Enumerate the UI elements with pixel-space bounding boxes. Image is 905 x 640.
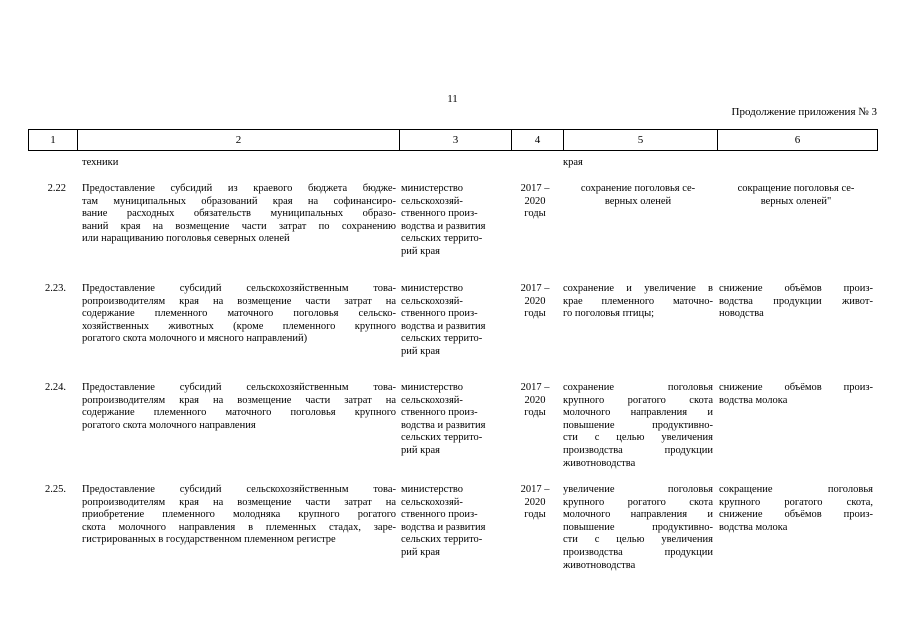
executor-line: сельских террито-	[401, 432, 483, 444]
indicator-impact	[719, 382, 873, 407]
expected-result-line: производства продукции	[563, 444, 713, 456]
executor	[401, 183, 507, 259]
executor-line: ственного произ-	[401, 407, 478, 419]
indicator-impact-line: снижение объёмов произ-	[719, 382, 873, 393]
term-line: 2017 –	[520, 283, 550, 294]
carry-name: техники	[82, 157, 119, 168]
expected-result-line: производства продукции	[563, 546, 713, 558]
measure-name-line: хозяйственных животных (кроме племенного крупного	[82, 320, 396, 332]
measure-name-line: вание расходных обязательств муниципальных образо-	[82, 208, 396, 220]
table-header	[28, 129, 878, 151]
executor-line: водства и развития	[401, 320, 486, 332]
expected-result	[563, 283, 713, 321]
executor-line: водства и развития	[401, 419, 486, 431]
indicator-impact-line: водства молока	[719, 521, 788, 533]
measure-name-line: ропроизводителям края на возмещение части затрат на	[82, 394, 396, 406]
term-line: годы	[524, 407, 546, 419]
indicator-impact	[719, 484, 873, 534]
term	[511, 382, 559, 420]
appendix-label: Продолжение приложения № 3	[731, 106, 877, 118]
term-line: 2017 –	[520, 183, 550, 194]
measure-name-line: рогатого скота молочного направления	[82, 419, 256, 431]
executor-line: сельскохозяй-	[401, 195, 463, 207]
term-line: годы	[524, 208, 546, 220]
expected-result-line: животноводства	[563, 457, 636, 469]
row-number: 2.25.	[45, 484, 66, 495]
indicator-impact-line: крупного рогатого скота,	[719, 496, 873, 508]
row-number: 2.24.	[45, 382, 66, 393]
indicator-impact-line: водства молока	[719, 394, 788, 406]
measure-name-line: Предоставление субсидий сельскохозяйственным това-	[82, 283, 396, 294]
measure-name-line: гистрированных в государственном племенном регистре	[82, 534, 336, 546]
measure-name	[82, 183, 396, 246]
executor-line: министерство	[401, 283, 464, 294]
measure-name-line: Предоставление субсидий сельскохозяйственным това-	[82, 382, 396, 393]
indicator-impact-line: сокращение поголовья	[719, 484, 873, 495]
indicator-impact-line: сокращение поголовья се-	[737, 183, 855, 194]
indicator-impact-line: новодства	[719, 308, 764, 320]
executor-line: сельских террито-	[401, 333, 483, 345]
executor-line: ственного произ-	[401, 308, 478, 320]
page-number: 11	[447, 93, 458, 105]
executor	[401, 484, 507, 560]
expected-result-line: сохранение и увеличение в	[563, 283, 713, 294]
executor-line: сельскохозяй-	[401, 394, 463, 406]
expected-result-line: молочного направления и	[563, 407, 713, 419]
expected-result-line: сохранение поголовья	[563, 382, 713, 393]
expected-result	[563, 382, 713, 470]
indicator-impact	[719, 183, 873, 208]
measure-name-line: рогатого скота молочного и мясного направлений)	[82, 333, 308, 345]
expected-result-line: крупного рогатого скота	[563, 394, 713, 406]
expected-result-line: молочного направления и	[563, 509, 713, 521]
expected-result-line: увеличение поголовья	[563, 484, 713, 495]
expected-result-line: верных оленей	[604, 195, 672, 207]
expected-result-line: го поголовья птицы;	[563, 308, 655, 320]
executor-line: ственного произ-	[401, 509, 478, 521]
term-line: 2017 –	[520, 382, 550, 393]
executor-line: рий края	[401, 345, 440, 357]
measure-name-line: ваний края на возмещение части затрат по сохранению	[82, 220, 396, 232]
term-line: 2020	[524, 195, 546, 207]
executor-line: сельских террито-	[401, 534, 483, 546]
expected-result-line: животноводства	[563, 559, 636, 571]
column-header-5: 5	[563, 130, 717, 150]
executor-line: водства и развития	[401, 220, 486, 232]
indicator-impact-line: верных оленей"	[760, 195, 832, 207]
expected-result-line: крупного рогатого скота	[563, 496, 713, 508]
executor	[401, 382, 507, 458]
term-line: 2020	[524, 295, 546, 307]
row-number: 2.23.	[45, 283, 66, 294]
executor-line: сельскохозяй-	[401, 295, 463, 307]
measure-name	[82, 484, 396, 547]
expected-result-line: повышение продуктивно-	[563, 521, 713, 533]
measure-name-line: скота молочного направления в племенных стадах, заре-	[82, 521, 396, 533]
term	[511, 283, 559, 321]
measure-name	[82, 283, 396, 346]
executor	[401, 283, 507, 359]
carry-result: края	[563, 157, 583, 168]
measure-name-line: там муниципальных образований края на софинансиро-	[82, 195, 396, 207]
expected-result-line: сти с целью увеличения	[563, 534, 713, 546]
term-line: 2020	[524, 496, 546, 508]
expected-result-line: сохранение поголовья се-	[580, 183, 696, 194]
measure-name-line: ропроизводителям края на возмещение части затрат на	[82, 295, 396, 307]
indicator-impact-line: снижение объёмов произ-	[719, 283, 873, 294]
term-line: годы	[524, 509, 546, 521]
executor-line: рий края	[401, 444, 440, 456]
expected-result	[563, 484, 713, 572]
expected-result-line: повышение продуктивно-	[563, 419, 713, 431]
term	[511, 484, 559, 522]
column-header-6: 6	[717, 130, 877, 150]
executor-line: министерство	[401, 484, 464, 495]
executor-line: рий края	[401, 245, 440, 257]
executor-line: ственного произ-	[401, 208, 478, 220]
measure-name-line: приобретение племенного молодняка крупного рогатого	[82, 509, 396, 521]
term-line: годы	[524, 308, 546, 320]
measure-name	[82, 382, 396, 432]
measure-name-line: Предоставление субсидий сельскохозяйственным това-	[82, 484, 396, 495]
executor-line: министерство	[401, 183, 464, 194]
expected-result-line: крае племенного маточно-	[563, 295, 713, 307]
term	[511, 183, 559, 221]
term-line: 2020	[524, 394, 546, 406]
column-header-1: 1	[50, 134, 56, 146]
expected-result	[563, 183, 713, 208]
term-line: 2017 –	[520, 484, 550, 495]
column-header-2: 2	[77, 130, 399, 150]
executor-line: министерство	[401, 382, 464, 393]
indicator-impact-line: водства продукции живот-	[719, 295, 873, 307]
measure-name-line: или наращиванию поголовья северных оленей	[82, 233, 290, 245]
measure-name-line: Предоставление субсидий из краевого бюджета бюдже-	[82, 183, 396, 194]
executor-line: сельскохозяй-	[401, 496, 463, 508]
expected-result-line: сти с целью увеличения	[563, 432, 713, 444]
measure-name-line: ропроизводителям края на возмещение части затрат на	[82, 496, 396, 508]
executor-line: водства и развития	[401, 521, 486, 533]
measure-name-line: содержание племенного маточного поголовья сельско-	[82, 308, 396, 320]
measure-name-line: содержание племенного маточного поголовья крупного	[82, 407, 396, 419]
column-header-4: 4	[511, 130, 563, 150]
executor-line: рий края	[401, 546, 440, 558]
row-number: 2.22	[47, 183, 66, 194]
column-header-3: 3	[399, 130, 511, 150]
indicator-impact-line: снижение объёмов произ-	[719, 509, 873, 521]
executor-line: сельских террито-	[401, 233, 483, 245]
indicator-impact	[719, 283, 873, 321]
